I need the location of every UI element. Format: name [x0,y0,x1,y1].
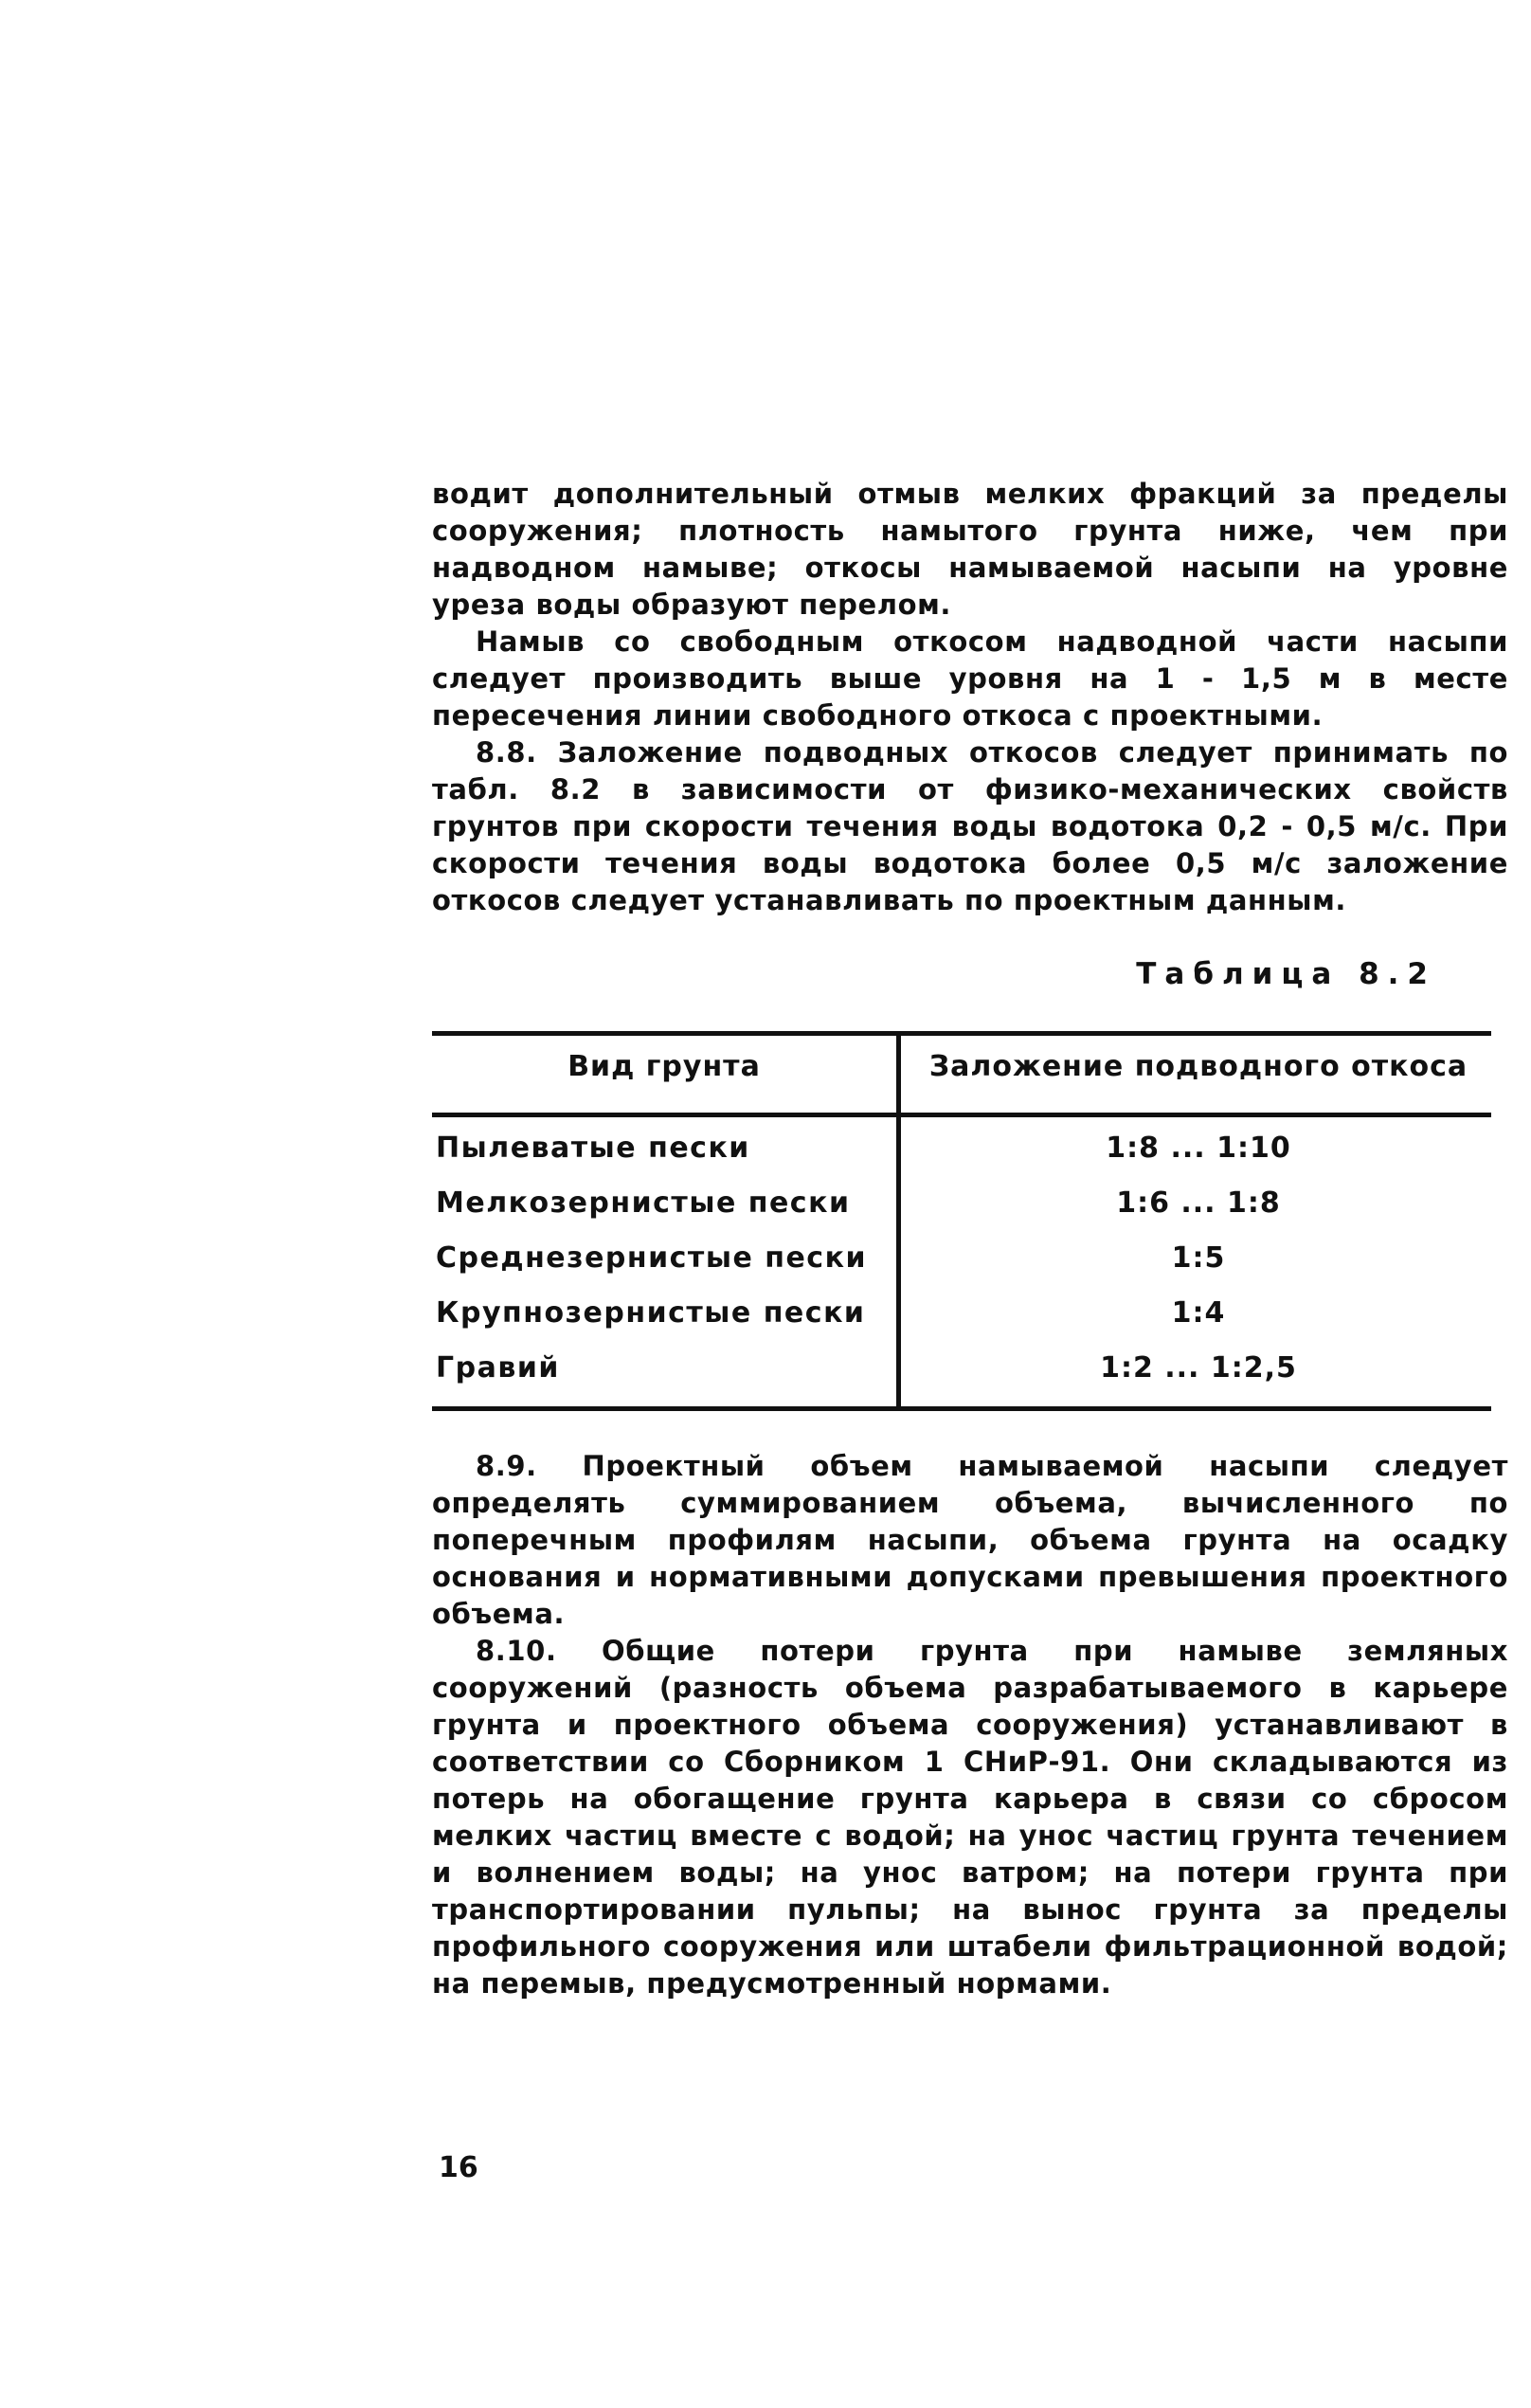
paragraph-continuation: водит дополнительный отмыв мелких фракций за пределы сооружения; плотность намытого грунта ниже, чем при надводном намыве; откосы намываемой насыпи на уровне уреза воды образуют перелом. [432,478,1508,621]
cell-soil-type: Крупнозернистые пески [436,1296,866,1330]
table-row [432,1291,1491,1346]
table-row [432,1346,1491,1401]
paragraph-8-8: 8.8. Заложение подводных откосов следует принимать по табл. 8.2 в зависимости от физико-механических свойств грунтов при скорости течения воды водотока 0,2 - 0,5 м/с. При скорости течения воды водотока более 0,5 м/с заложение откосов следует устанавливать по проектным данным. [432,736,1508,916]
cell-slope-ratio: 1:8 ... 1:10 [1106,1132,1291,1165]
table-header-slope: Заложение подводного откоса [928,1050,1468,1083]
cell-soil-type: Гравий [436,1351,560,1385]
table-body [432,1126,1491,1401]
table-rule-bottom [432,1406,1491,1411]
table-caption: Таблица 8.2 [1136,957,1436,991]
cell-slope-ratio: 1:6 ... 1:8 [1116,1186,1281,1220]
top-text-block [432,476,1508,919]
paragraph-8-9: 8.9. Проектный объем намываемой насыпи следует определять суммированием объема, вычисленного по поперечным профилям насыпи, объема грунта на осадку основания и нормативными допусками превышения проектного объема. [432,1450,1508,1630]
table-rule-top [432,1031,1491,1036]
cell-soil-type: Мелкозернистые пески [436,1186,851,1220]
paragraph-free-slope: Намыв со свободным откосом надводной части насыпи следует производить выше уровня на 1 - 1,5 м в месте пересечения линии свободного откоса с проектными. [432,625,1508,732]
cell-soil-type: Среднезернистые пески [436,1241,867,1275]
cell-slope-ratio: 1:4 [1171,1296,1226,1330]
table-row [432,1181,1491,1236]
bottom-text-block [432,1448,1508,2002]
table-row [432,1126,1491,1181]
table-row [432,1236,1491,1291]
cell-soil-type: Пылеватые пески [436,1132,750,1165]
page-number: 16 [439,2151,478,2184]
table-rule-header [432,1113,1491,1117]
cell-slope-ratio: 1:5 [1171,1241,1226,1275]
paragraph-8-10: 8.10. Общие потери грунта при намыве земляных сооружений (разность объема разрабатываемого в карьере грунта и проектного объема сооружения) устанавливают в соответствии со Сборником 1 СНиР-91. Они складываются из потерь на обогащение грунта карьера в связи со сбросом мелких частиц вместе с водой; на унос частиц грунта течением и волнением воды; на унос ватром; на потери грунта при транспортировании пульпы; на вынос грунта за пределы профильного сооружения или штабели фильтрационной водой; на перемыв, предусмотренный нормами. [432,1635,1508,2000]
table-header-soil: Вид грунта [567,1050,761,1083]
cell-slope-ratio: 1:2 ... 1:2,5 [1100,1351,1297,1385]
slope-table [432,1031,1491,1410]
